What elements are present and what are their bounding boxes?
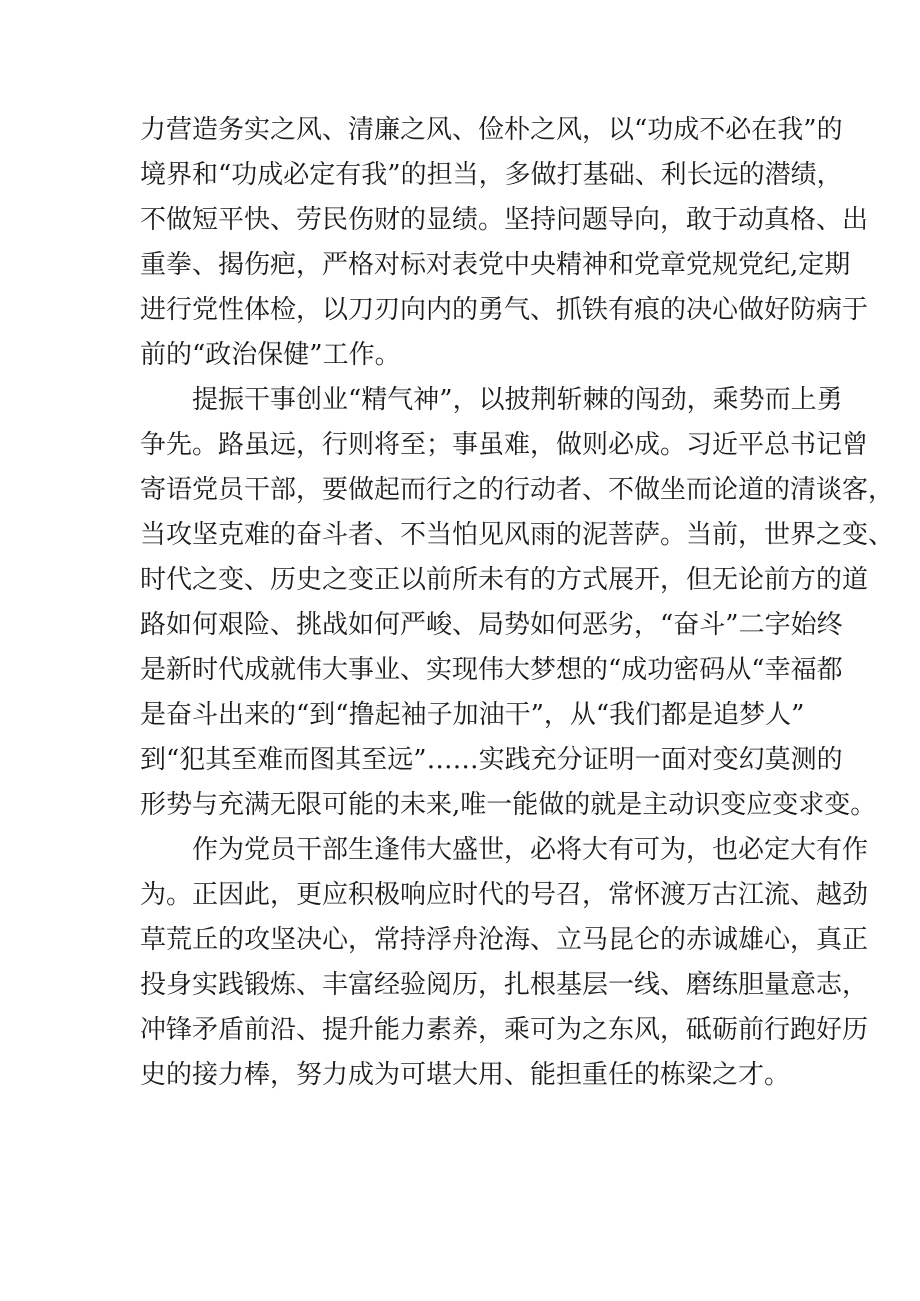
- text-line: 作为党员干部生逢伟大盛世，必将大有可为，也必定大有作: [192, 835, 869, 865]
- text-line: 当攻坚克难的奋斗者、不当怕见风雨的泥菩萨。当前，世界之变、: [140, 520, 895, 550]
- paragraph-3: [140, 828, 869, 1098]
- text-line: 前的“政治保健”工作。: [140, 340, 401, 370]
- text-line: 投身实践锻炼、丰富经验阅历，扎根基层一线、磨练胆量意志，: [140, 970, 869, 1000]
- text-line: 寄语党员干部，要做起而行之的行动者、不做坐而论道的清谈客，: [140, 475, 895, 505]
- text-line: 冲锋矛盾前沿、提升能力素养，乘可为之东风，砥砺前行跑好历: [140, 1015, 869, 1045]
- text-line: 境界和“功成必定有我”的担当，多做打基础、利长远的潜绩，: [140, 160, 843, 190]
- text-line: 形势与充满无限可能的未来,唯一能做的就是主动识变应变求变。: [140, 790, 877, 820]
- body-text: [140, 108, 895, 1098]
- text-line: 史的接力棒，努力成为可堪大用、能担重任的栋梁之才。: [140, 1060, 791, 1090]
- paragraph-1: [140, 108, 869, 378]
- text-line: 力营造务实之风、清廉之风、俭朴之风，以“功成不必在我”的: [140, 115, 843, 145]
- text-line: 是奋斗出来的“到“撸起袖子加油干”，从“我们都是追梦人”: [140, 700, 805, 730]
- text-line: 提振干事创业“精气神”，以披荆斩棘的闯劲，乘势而上勇: [192, 385, 843, 415]
- paragraph-2: [140, 378, 895, 828]
- text-line: 草荒丘的攻坚决心，常持浮舟沧海、立马昆仑的赤诚雄心，真正: [140, 925, 869, 955]
- text-line: 路如何艰险、挑战如何严峻、局势如何恶劣，“奋斗”二字始终: [140, 610, 843, 640]
- text-line: 是新时代成就伟大事业、实现伟大梦想的“成功密码从“幸福都: [140, 655, 843, 685]
- text-line: 进行党性体检，以刀刃向内的勇气、抓铁有痕的决心做好防病于: [140, 295, 869, 325]
- text-line: 争先。路虽远，行则将至；事虽难，做则必成。习近平总书记曾: [140, 430, 869, 460]
- text-line: 到“犯其至难而图其至远”……实践充分证明一面对变幻莫测的: [140, 745, 843, 775]
- text-line: 不做短平快、劳民伤财的显绩。坚持问题导向，敢于动真格、出: [140, 205, 869, 235]
- text-line: 时代之变、历史之变正以前所未有的方式展开，但无论前方的道: [140, 565, 869, 595]
- text-line: 重拳、揭伤疤，严格对标对表党中央精神和党章党规党纪,定期: [140, 250, 851, 280]
- text-line: 为。正因此，更应积极响应时代的号召，常怀渡万古江流、越劲: [140, 880, 869, 910]
